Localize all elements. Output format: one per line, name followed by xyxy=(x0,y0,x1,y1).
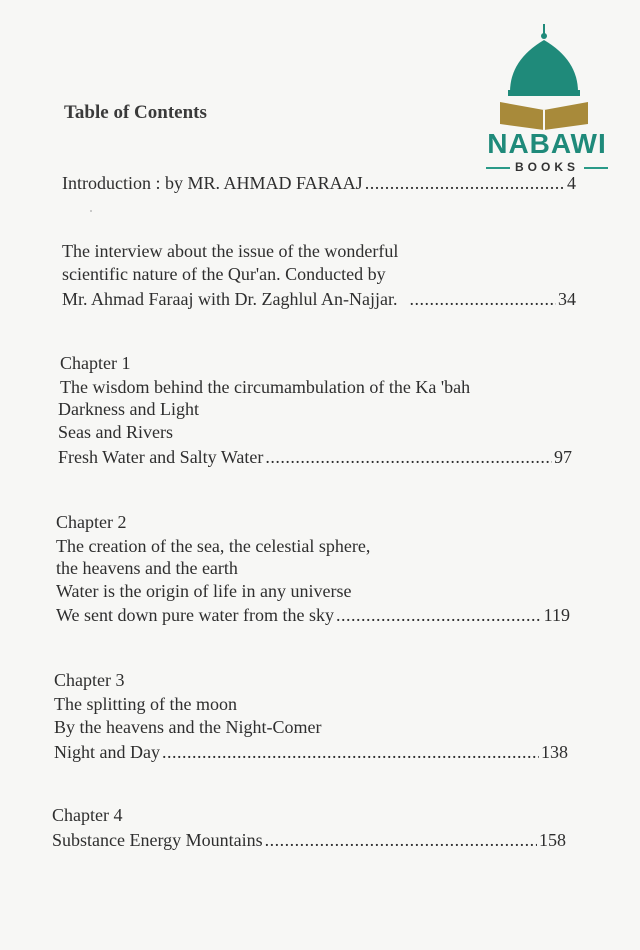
dot-leader xyxy=(265,446,552,468)
entry-text: We sent down pure water from the sky xyxy=(56,605,334,625)
toc-line: The wisdom behind the circumambulation of the Ka 'bah xyxy=(60,377,471,397)
toc-line: By the heavens and the Night-Comer xyxy=(54,717,322,737)
entry-page-number: 119 xyxy=(543,605,570,625)
entry-text: Fresh Water and Salty Water xyxy=(58,447,264,467)
entry-page-number: 4 xyxy=(567,173,576,193)
toc-entry-introduction xyxy=(62,172,576,194)
chapter-title: Chapter 4 xyxy=(52,805,123,825)
entry-page-number: 138 xyxy=(541,742,568,762)
toc-line: the heavens and the earth xyxy=(56,558,238,578)
toc-entry-chapter-4 xyxy=(52,829,566,851)
dot-leader xyxy=(162,741,539,763)
toc-line: scientific nature of the Qur'an. Conducted by xyxy=(62,264,386,284)
toc-line: Darkness and Light xyxy=(58,399,199,419)
dot-leader xyxy=(409,288,556,310)
paper-speck xyxy=(90,210,92,212)
dot-leader xyxy=(265,829,537,851)
toc-entry-chapter-3 xyxy=(54,741,568,763)
entry-text: Mr. Ahmad Faraaj with Dr. Zaghlul An-Najjar. xyxy=(62,289,398,309)
entry-text: Introduction : by MR. AHMAD FARAAJ xyxy=(62,173,363,193)
dot-leader xyxy=(365,172,565,194)
entry-text: Substance Energy Mountains xyxy=(52,830,263,850)
chapter-title: Chapter 3 xyxy=(54,670,125,690)
logo-subtitle: BOOKS xyxy=(514,160,579,174)
logo-wordmark: NABAWI xyxy=(487,128,607,159)
toc-line: The creation of the sea, the celestial sphere, xyxy=(56,536,371,556)
entry-page-number: 34 xyxy=(558,289,576,309)
toc-entry-chapter-2 xyxy=(56,604,570,626)
toc-line: The interview about the issue of the wonderful xyxy=(62,241,399,261)
entry-page-number: 158 xyxy=(539,830,566,850)
toc-line: The splitting of the moon xyxy=(54,694,237,714)
toc-line: Seas and Rivers xyxy=(58,422,173,442)
entry-page-number: 97 xyxy=(554,447,572,467)
toc-line: Water is the origin of life in any universe xyxy=(56,581,352,601)
toc-entry-interview xyxy=(62,288,576,310)
page-title: Table of Contents xyxy=(64,102,207,123)
entry-text: Night and Day xyxy=(54,742,160,762)
chapter-title: Chapter 2 xyxy=(56,512,127,532)
toc-entry-chapter-1 xyxy=(58,446,572,468)
dot-leader xyxy=(336,604,542,626)
chapter-title: Chapter 1 xyxy=(60,353,131,373)
logo-rule-right xyxy=(584,167,608,169)
